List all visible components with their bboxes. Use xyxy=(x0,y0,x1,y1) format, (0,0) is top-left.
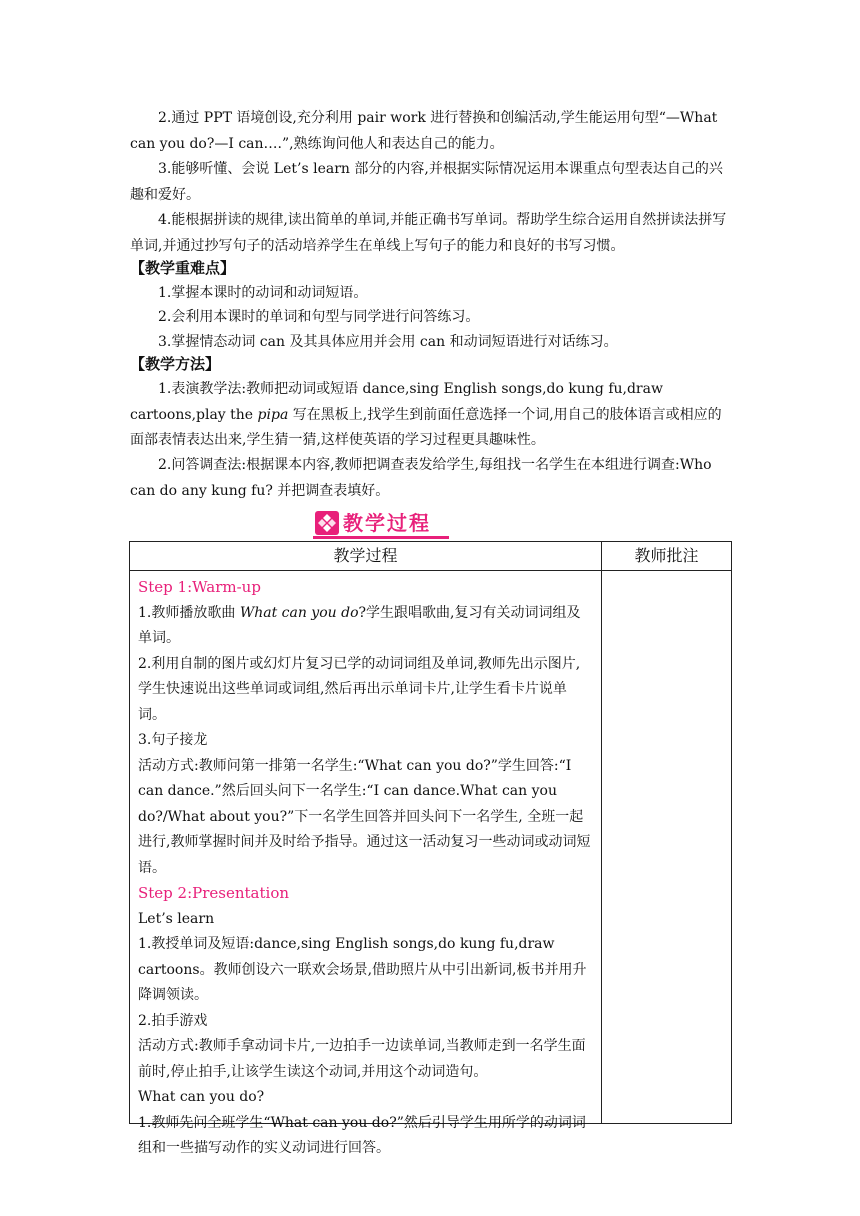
teaching-process-table xyxy=(129,541,732,1156)
header-process: 教学过程 xyxy=(130,542,602,571)
objective-2: 2.通过 PPT 语境创设,充分利用 pair work 进行替换和创编活动,学生能运用句型“—What can you do?—I can….”,熟练询问他人和表达自己的能力。 xyxy=(130,110,718,152)
notes-cell xyxy=(602,571,732,1124)
objective-4: 4.能根据拼读的规律,读出简单的单词,并能正确书写单词。帮助学生综合运用自然拼读法拼写单词,并通过抄写句子的活动培养学生在单线上写句子的能力和良好的书写习惯。 xyxy=(130,212,727,254)
header-notes: 教师批注 xyxy=(602,542,732,571)
section-banner xyxy=(313,510,449,536)
objective-3: 3.能够听懂、会说 Let’s learn 部分的内容,并根据实际情况运用本课重点句型表达自己的兴趣和爱好。 xyxy=(130,161,723,203)
step1-p1: 1.教师播放歌曲 What can you do?学生跟唱歌曲,复习有关动词词组及单词。 xyxy=(138,604,581,646)
key-point-2: 2.会利用本课时的单词和句型与同学进行问答练习。 xyxy=(158,309,480,325)
step2-p5: What can you do? xyxy=(138,1089,265,1105)
table-row xyxy=(130,571,732,1124)
step1-title: Step 1:Warm-up xyxy=(138,578,261,596)
step1-p2: 2.利用自制的图片或幻灯片复习已学的动词词组及单词,教师先出示图片,学生快速说出这些单词或词组,然后再出示单词卡片,让学生看卡片说单词。 xyxy=(138,655,581,723)
process-cell xyxy=(130,571,602,1156)
step2-p2: 1.教授单词及短语:dance,sing English songs,do kung fu,draw cartoons。教师创设六一联欢会场景,借助照片从中引出新词,板书并用升降调领读。 xyxy=(138,936,587,1003)
step1-p4: 活动方式:教师问第一排第一名学生:“What can you do?”学生回答:“I can dance.”然后回头问下一名学生:“I can dance.What can you do?/What about you?”下一名学生回答并回头问下一名学生, 全班一起进行,教师掌握时间并及时给予指导。通过这一活动复习一些动词或动词短语。 xyxy=(138,757,591,876)
step2-p4: 活动方式:教师手拿动词卡片,一边拍手一边读单词,当教师走到一名学生面前时,停止拍手,让该学生读这个动词,并用这个动词造句。 xyxy=(138,1038,586,1080)
diamond-logo-icon xyxy=(315,511,339,535)
key-point-3: 3.掌握情态动词 can 及其具体应用并会用 can 和动词短语进行对话练习。 xyxy=(158,334,618,350)
step2-title: Step 2:Presentation xyxy=(138,884,290,902)
method-2: 2.问答调查法:根据课本内容,教师把调查表发给学生,每组找一名学生在本组进行调查:Who can do any kung fu? 并把调查表填好。 xyxy=(130,457,712,499)
step2-p6: 1.教师先问全班学生“What can you do?”然后引导学生用所学的动词词组和一些描写动作的实义动词进行回答。 xyxy=(138,1114,586,1156)
step1-p3: 3.句子接龙 xyxy=(138,732,208,748)
banner-underline xyxy=(313,536,449,539)
key-points-heading: 【教学重难点】 xyxy=(130,259,236,277)
methods-heading: 【教学方法】 xyxy=(130,355,221,373)
step2-p3: 2.拍手游戏 xyxy=(138,1012,208,1029)
table-header-row xyxy=(130,542,732,571)
method-1: 1.表演教学法:教师把动词或短语 dance,sing English songs,do kung fu,draw cartoons,play the pipa 写在黑板上,找学生到前面任意选择一个词,用自己的肢体语言或相应的面部表情表达出来,学生猜一猜,这样使英语的学习过程更具趣味性。 xyxy=(130,381,722,449)
step2-p1: Let’s learn xyxy=(138,910,215,927)
banner-title: 教学过程 xyxy=(343,511,431,535)
key-point-1: 1.掌握本课时的动词和动词短语。 xyxy=(158,285,368,301)
